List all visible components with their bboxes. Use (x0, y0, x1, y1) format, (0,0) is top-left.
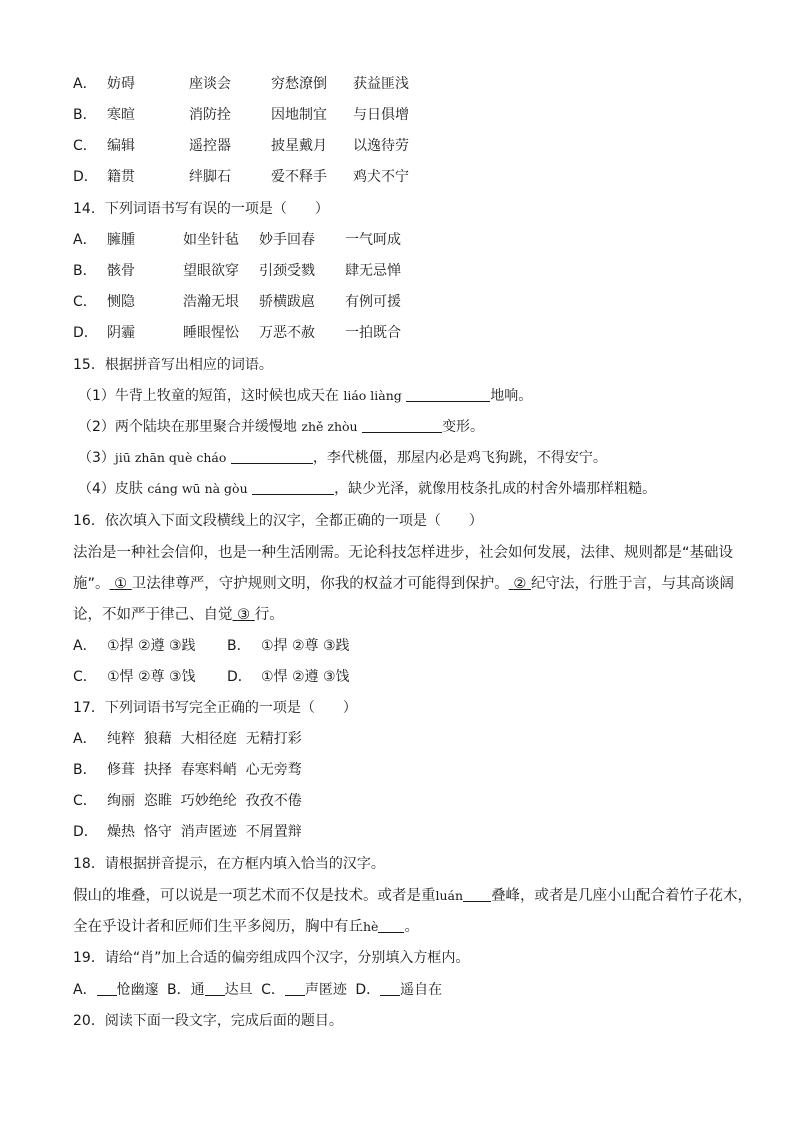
word: 籍贯 (107, 169, 135, 185)
word: 引颈受戮 (259, 263, 315, 279)
word: 恻隐 (107, 294, 135, 310)
word: 睡眼惺忪 (183, 325, 239, 341)
q16-options-row-1 (73, 636, 350, 656)
word: 编辑 (107, 138, 135, 154)
answer-blank[interactable] (378, 918, 404, 933)
option-text: 纯粹 狼藉 大相径庭 无精打彩 (107, 731, 302, 747)
pinyin-hint: liáo liàng (343, 388, 402, 403)
q16-stem: 16．依次填入下面文段横线上的汉字，全都正确的一项是（ ） (73, 513, 483, 529)
blank-marker-2 (509, 576, 531, 592)
blank-number: ① (114, 576, 128, 592)
word: 一拍既合 (345, 325, 401, 341)
option-label: D． (355, 982, 381, 998)
answer-blank[interactable] (97, 981, 117, 996)
passage-text: 假山的堆叠，可以说是一项艺术而不仅是技术。或者是重 (73, 888, 436, 904)
option-text: 通 (190, 982, 205, 998)
option-label: B． (227, 638, 251, 654)
word: 遥控器 (189, 138, 231, 154)
q14-option-d (73, 323, 427, 343)
word: 一气呵成 (345, 232, 401, 248)
word: 妨碍 (107, 76, 135, 92)
q14-option-c (73, 292, 427, 312)
q20-stem: 20．阅读下面一段文字，完成后面的题目。 (73, 1013, 343, 1029)
word: 寒暄 (107, 107, 135, 123)
option-label: D． (73, 325, 98, 341)
q13-option-c (73, 136, 435, 156)
q18-passage-line-1 (73, 886, 752, 906)
q15-stem: 15．根据拼音写出相应的词语。 (73, 357, 273, 373)
option-label: B． (73, 762, 97, 778)
q15-item-1 (78, 386, 532, 406)
pinyin-hint: jiū zhān què cháo (114, 450, 227, 465)
option-label: D． (73, 824, 98, 840)
option-text: 修葺 抉择 春寒料峭 心无旁骛 (107, 762, 302, 778)
q13-option-d (73, 167, 435, 187)
q14-option-b (73, 261, 427, 281)
word: 爱不释手 (271, 169, 327, 185)
word: 骄横跋扈 (259, 294, 315, 310)
option-label: C． (73, 294, 97, 310)
option-text: 遥自在 (400, 982, 443, 998)
option-label: C． (73, 793, 97, 809)
word: 臃腫 (107, 232, 135, 248)
option-text: 燥热 恪守 消声匿迹 不屑置辩 (107, 824, 302, 840)
pinyin-hint: luán (435, 888, 464, 903)
option-text: 达旦 (224, 982, 253, 998)
sentence-text: （3） (78, 450, 115, 466)
q17-stem: 17．下列词语书写完全正确的一项是（ ） (73, 700, 357, 716)
q17-option-c (73, 791, 302, 811)
option-text: 绚丽 恣睢 巧妙绝纶 孜孜不倦 (107, 793, 302, 809)
q18-stem: 18．请根据拼音提示，在方框内填入恰当的汉字。 (73, 856, 385, 872)
q15-item-2 (78, 417, 484, 437)
word: 绊脚石 (189, 169, 231, 185)
option-label: B． (73, 263, 97, 279)
word: 穷愁潦倒 (271, 76, 327, 92)
answer-blank[interactable] (463, 887, 491, 902)
pinyin-hint: hè (363, 919, 379, 934)
q15-item-4 (78, 479, 656, 499)
sentence-text: （2）两个陆块在那里聚合并缓慢地 (78, 419, 297, 435)
word: 阴霾 (107, 325, 135, 341)
sentence-text: 地响。 (490, 388, 533, 404)
word: 消防拴 (189, 107, 231, 123)
option-label: C． (73, 138, 97, 154)
q16-passage-line-2 (73, 574, 734, 594)
q16-passage-line-3 (73, 605, 284, 625)
q13-option-b (73, 105, 435, 125)
option-label: A． (73, 76, 97, 92)
q19-options (73, 980, 442, 1000)
q14-option-a (73, 230, 427, 250)
word: 妙手回春 (259, 232, 315, 248)
word: 获益匪浅 (353, 76, 409, 92)
blank-marker-3 (233, 607, 255, 623)
option-label: B． (167, 982, 191, 998)
sentence-text: ，李代桃僵，那屋内必是鸡飞狗跳，不得安宁。 (312, 450, 607, 466)
pinyin-hint: cáng wū nà gòu (147, 481, 248, 496)
option-label: A． (73, 731, 97, 747)
q17-option-b (73, 760, 302, 780)
word: 肆无忌惮 (345, 263, 401, 279)
option-label: C． (261, 982, 285, 998)
blank-number: ③ (237, 607, 251, 623)
word: 望眼欲穿 (183, 263, 239, 279)
word: 座谈会 (189, 76, 231, 92)
blank-marker-1 (110, 576, 132, 592)
blank-number: ② (513, 576, 527, 592)
word: 鸡犬不宁 (353, 169, 409, 185)
option-text: ①悍 ②尊 ③饯 (107, 669, 196, 685)
answer-blank[interactable] (252, 480, 334, 495)
word: 万恶不赦 (259, 325, 315, 341)
passage-text: 卫法律尊严，守护规则文明，你我的权益才可能得到保护。 (131, 576, 509, 592)
option-label: D． (227, 669, 252, 685)
option-text: 怆幽邃 (116, 982, 159, 998)
q16-passage-line-1: 法治是一种社会信仰，也是一种生活刚需。无论科技怎样进步，社会如何发展，法律、规则都是“基础设 (73, 545, 734, 561)
sentence-text: ，缺少光泽，就像用枝条扎成的村舍外墙那样粗糙。 (334, 481, 657, 497)
q13-option-a (73, 74, 435, 94)
word: 浩瀚无垠 (183, 294, 239, 310)
option-text: ①捍 ②尊 ③践 (261, 638, 350, 654)
passage-text: 叠峰，或者是几座小山配合着竹子花木， (491, 888, 753, 904)
answer-blank[interactable] (362, 418, 442, 433)
word: 因地制宜 (271, 107, 327, 123)
sentence-text: （4）皮肤 (78, 481, 143, 497)
passage-text: 行。 (254, 607, 284, 623)
answer-blank[interactable] (406, 387, 490, 402)
sentence-text: （1）牛背上牧童的短笛，这时候也成天在 (78, 388, 339, 404)
answer-blank[interactable] (380, 981, 400, 996)
answer-blank[interactable] (285, 981, 305, 996)
option-label: C． (73, 669, 97, 685)
option-label: A． (73, 232, 97, 248)
passage-text: 施”。 (73, 576, 110, 592)
option-label: A． (73, 638, 97, 654)
answer-blank[interactable] (205, 981, 225, 996)
word: 披星戴月 (271, 138, 327, 154)
option-text: 声匿迹 (304, 982, 347, 998)
passage-text: 。 (404, 919, 419, 935)
option-text: ①捍 ②遵 ③践 (107, 638, 196, 654)
option-label: A． (73, 982, 97, 998)
passage-text: 论，不如严于律己、自觉 (73, 607, 233, 623)
word: 骸骨 (107, 263, 135, 279)
passage-text: 纪守法，行胜于言，与其高谈阔 (530, 576, 734, 592)
word: 以逸待劳 (353, 138, 409, 154)
word: 有例可援 (345, 294, 401, 310)
q14-stem: 14．下列词语书写有误的一项是（ ） (73, 201, 329, 217)
q19-stem: 19．请给“肖”加上合适的偏旁组成四个汉字，分别填入方框内。 (73, 950, 470, 966)
answer-blank[interactable] (231, 449, 313, 464)
word: 与日俱增 (353, 107, 409, 123)
option-label: B． (73, 107, 97, 123)
word: 如坐针毡 (183, 232, 239, 248)
q17-option-d (73, 822, 302, 842)
q18-passage-line-2 (73, 917, 419, 937)
sentence-text: 变形。 (442, 419, 485, 435)
option-label: D． (73, 169, 98, 185)
q16-options-row-2 (73, 667, 350, 687)
option-text: ①悍 ②遵 ③饯 (261, 669, 350, 685)
passage-text: 全在乎设计者和匠师们生平多阅历，胸中有丘 (73, 919, 363, 935)
q17-option-a (73, 729, 302, 749)
q15-item-3 (78, 448, 607, 468)
pinyin-hint: zhě zhòu (301, 419, 358, 434)
